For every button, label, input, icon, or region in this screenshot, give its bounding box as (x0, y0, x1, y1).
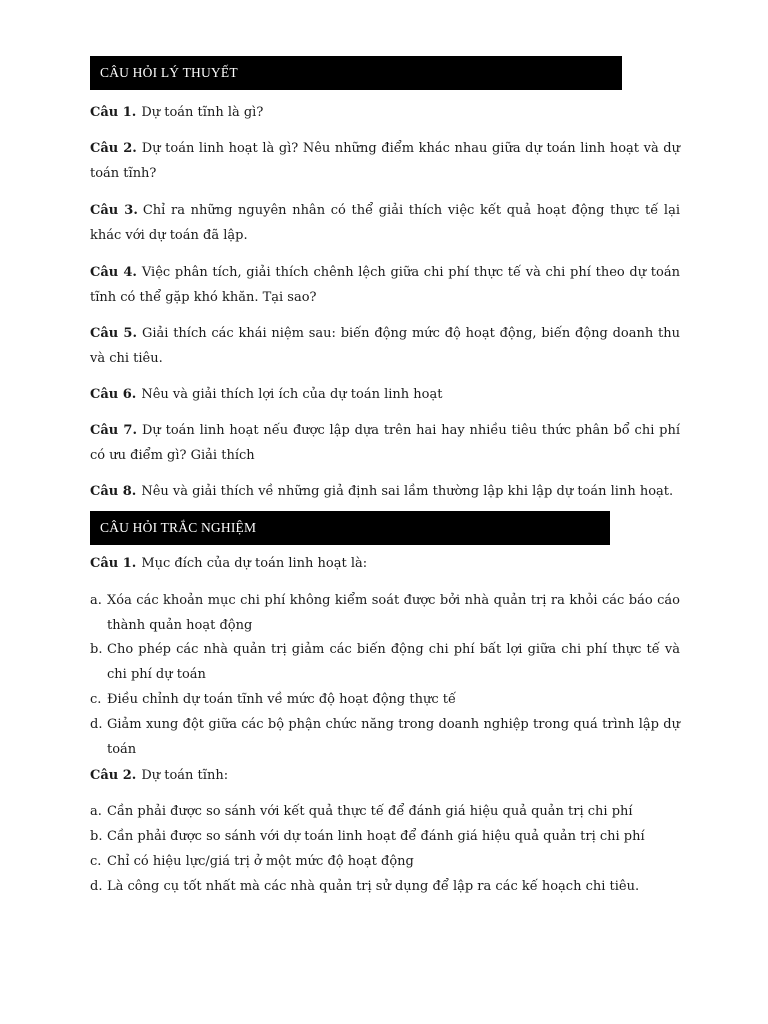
question-label: Câu 1. (90, 556, 137, 571)
mc-q1-option-c (90, 687, 680, 712)
theory-question-7 (90, 418, 680, 468)
theory-question-6 (90, 382, 680, 407)
question-label: Câu 3. (90, 203, 138, 218)
mc-question-1 (90, 551, 680, 576)
option-letter: a. (90, 804, 102, 819)
option-text: Cho phép các nhà quản trị giảm các biến động chi phí bất lợi giữa chi phí thực tế và chi phí dự toán (107, 642, 680, 682)
theory-question-5 (90, 321, 680, 371)
question-label: Câu 4. (90, 265, 137, 280)
question-text: Dự toán linh hoạt là gì? Nêu những điểm khác nhau giữa dự toán linh hoạt và dự toán tĩnh? (90, 141, 680, 181)
option-text: Chỉ có hiệu lực/giá trị ở một mức độ hoạt động (107, 854, 414, 869)
question-text: Nêu và giải thích về những giả định sai lầm thường lập khi lập dự toán linh hoạt. (141, 484, 674, 499)
option-letter: c. (90, 854, 102, 869)
option-text: Cần phải được so sánh với kết quả thực tế để đánh giá hiệu quả quản trị chi phí (107, 804, 633, 819)
question-label: Câu 8. (90, 484, 137, 499)
question-text: Dự toán linh hoạt nếu được lập dựa trên hai hay nhiều tiêu thức phân bổ chi phí có ưu điểm gì? Giải thích (90, 423, 681, 463)
option-text: Cần phải được so sánh với dự toán linh hoạt để đánh giá hiệu quả quản trị chi phí (107, 829, 645, 844)
option-letter: a. (90, 593, 102, 608)
question-label: Câu 5. (90, 326, 137, 341)
mc-q2-option-a (90, 799, 680, 824)
option-letter: b. (90, 642, 103, 657)
option-text: Giảm xung đột giữa các bộ phận chức năng trong doanh nghiệp trong quá trình lập dự toán (107, 717, 680, 757)
theory-question-8 (90, 479, 680, 504)
section-header-theory (90, 56, 622, 90)
theory-question-4 (90, 260, 680, 310)
option-letter: c. (90, 692, 102, 707)
mc-q1-option-d (90, 712, 680, 762)
theory-question-1 (90, 100, 680, 125)
option-letter: d. (90, 879, 103, 894)
mc-q2-option-d (90, 874, 680, 899)
question-label: Câu 6. (90, 387, 137, 402)
question-text: Việc phân tích, giải thích chênh lệch giữa chi phí thực tế và chi phí theo dự toán tĩnh có thể gặp khó khăn. Tại sao? (90, 265, 680, 305)
question-label: Câu 2. (90, 141, 137, 156)
question-label: Câu 1. (90, 105, 137, 120)
mc-q2-option-b (90, 824, 680, 849)
option-text: Xóa các khoản mục chi phí không kiểm soát được bởi nhà quản trị ra khỏi các báo cáo thành quản hoạt động (107, 593, 680, 633)
mc-question-2 (90, 763, 680, 788)
question-text: Nêu và giải thích lợi ích của dự toán linh hoạt (141, 387, 443, 402)
option-letter: d. (90, 717, 103, 732)
question-label: Câu 7. (90, 423, 137, 438)
theory-question-3 (90, 198, 680, 248)
mc-q2-option-c (90, 849, 680, 874)
mc-q1-option-a (90, 588, 680, 638)
question-text: Giải thích các khái niệm sau: biến động mức độ hoạt động, biến động doanh thu và chi tiêu. (90, 326, 680, 366)
question-text: Mục đích của dự toán linh hoạt là: (141, 556, 368, 571)
question-text: Dự toán tĩnh: (141, 768, 229, 783)
section-title-theory: CÂU HỎI LÝ THUYẾT (100, 65, 238, 80)
theory-question-2 (90, 136, 680, 186)
mc-q1-option-b (90, 637, 680, 687)
section-header-multiple-choice (90, 511, 610, 545)
question-text: Chỉ ra những nguyên nhân có thể giải thích việc kết quả hoạt động thực tế lại khác với dự toán đã lập. (90, 203, 680, 243)
section-title-multiple-choice: CÂU HỎI TRẮC NGHIỆM (100, 520, 257, 535)
option-letter: b. (90, 829, 103, 844)
question-text: Dự toán tĩnh là gì? (141, 105, 264, 120)
question-label: Câu 2. (90, 768, 137, 783)
option-text: Là công cụ tốt nhất mà các nhà quản trị sử dụng để lập ra các kế hoạch chi tiêu. (107, 879, 640, 894)
option-text: Điều chỉnh dự toán tĩnh về mức độ hoạt động thực tế (107, 692, 456, 707)
